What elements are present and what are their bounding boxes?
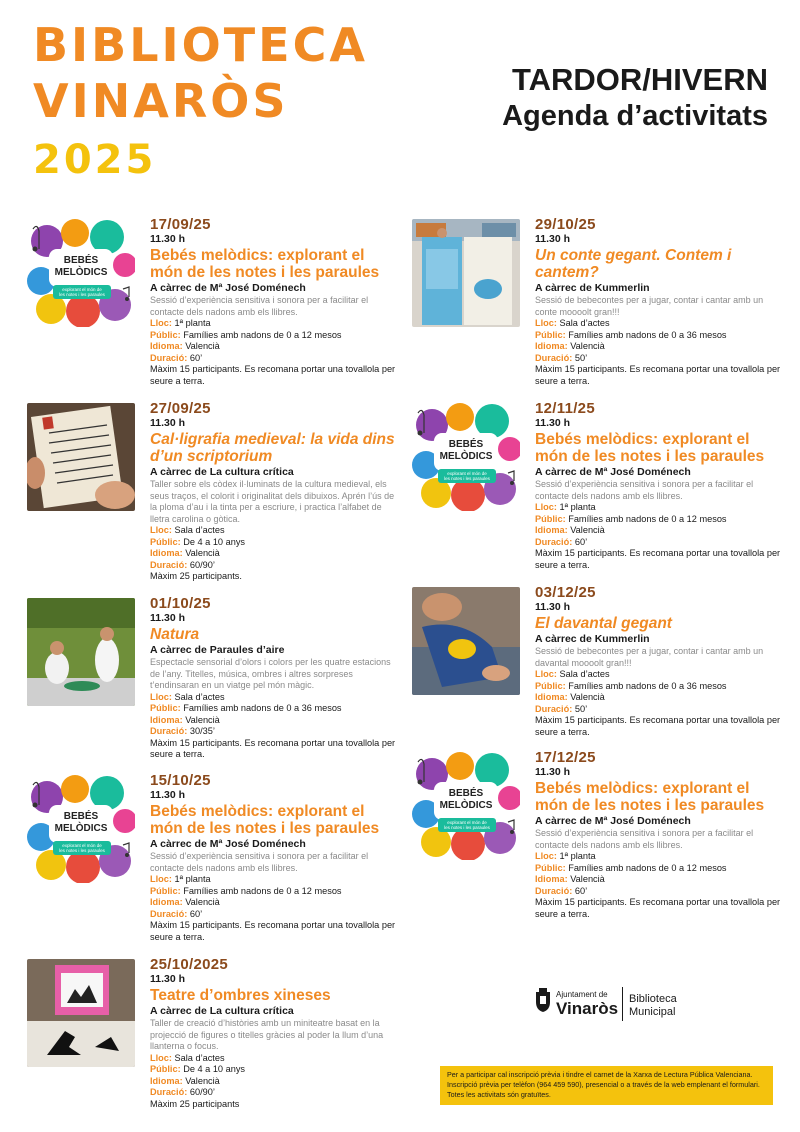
duration-label: Duració: xyxy=(535,885,573,896)
event-info xyxy=(150,956,400,1110)
event-time: 11.30 h xyxy=(535,766,571,778)
event-time: 11.30 h xyxy=(150,417,186,429)
event-language xyxy=(535,874,785,886)
event-date: 03/12/25 xyxy=(535,584,596,601)
duration-label: Duració: xyxy=(150,726,188,736)
thumb-text: explorant el món de xyxy=(447,820,487,825)
language-label: Idioma: xyxy=(535,525,568,535)
event-info xyxy=(535,216,785,387)
place-label: Lloc: xyxy=(150,525,172,535)
event-card xyxy=(412,749,787,924)
season-title: TARDOR/HIVERN xyxy=(511,62,768,97)
city-name: Vinaròs xyxy=(556,999,619,1018)
language-value: Valencià xyxy=(570,341,605,351)
thumb-text: BEBÉS xyxy=(63,811,99,822)
event-note: Màxim 15 participants. Es recomana portar una tovallola per seure a terra. xyxy=(535,364,781,386)
event-title: Un conte gegant. Contem i cantem? xyxy=(535,247,732,281)
thumb-text: BEBÉS xyxy=(448,788,484,799)
registration-line: Totes les activitats són gratuïtes. xyxy=(447,1090,551,1099)
thumb-text: les notes i les paraules xyxy=(59,292,105,297)
audience-value: De 4 a 10 anys xyxy=(183,1064,246,1074)
event-time: 11.30 h xyxy=(535,233,571,245)
place-label: Lloc: xyxy=(150,691,172,702)
language-value: Valencià xyxy=(185,897,220,907)
event-duration xyxy=(150,1087,400,1099)
place-label: Lloc: xyxy=(150,874,172,884)
duration-value: 50’ xyxy=(574,352,588,363)
event-language xyxy=(150,897,400,909)
event-language xyxy=(150,715,400,727)
header-title-line1: BIBLIOTECA xyxy=(33,18,368,72)
event-host: A càrrec de Kummerlin xyxy=(535,282,650,294)
header-title-line2: VINARÒS xyxy=(33,74,289,128)
event-host: A càrrec de Mª José Doménech xyxy=(150,838,306,850)
event-audience xyxy=(535,514,785,526)
event-title: Natura xyxy=(150,626,200,643)
event-place xyxy=(150,318,400,330)
event-note: Màxim 15 participants. Es recomana portar una tovallola per seure a terra. xyxy=(535,897,781,919)
event-title: Teatre d’ombres xineses xyxy=(150,987,331,1004)
duration-value: 60/90’ xyxy=(189,559,215,570)
thumb-text: BEBÉS xyxy=(63,255,99,266)
event-description: Sessió d’experiència sensitiva i sonora per a facilitar el contacte dels nadons amb els llibres. xyxy=(535,479,754,501)
duration-value: 50’ xyxy=(574,703,588,714)
registration-line: Per a participar cal inscripció prèvia i tindre el carnet de la Xarxa de Lectura Pública Valenciana. xyxy=(447,1070,753,1079)
language-value: Valencià xyxy=(185,714,220,725)
thumb-text: MELÒDICS xyxy=(439,451,493,462)
place-label: Lloc: xyxy=(535,318,557,328)
thumb-text: les notes i les paraules xyxy=(444,825,490,830)
event-language xyxy=(535,525,785,537)
crest-icon xyxy=(534,988,552,1012)
event-description: Taller de creació d’històries amb un miniteatre basat en la projecció de figures o titelles gràcies al poder la llum d’una llanterna o focus. xyxy=(150,1018,384,1051)
bebes-melodics-image xyxy=(27,219,135,327)
event-duration xyxy=(150,909,400,921)
language-label: Idioma: xyxy=(150,341,183,351)
event-info xyxy=(150,400,400,583)
event-note: Màxim 15 participants. Es recomana portar una tovallola per seure a terra. xyxy=(535,715,781,737)
language-value: Valencià xyxy=(185,1075,220,1086)
place-value: 1ª planta xyxy=(559,502,596,512)
duration-value: 30/35’ xyxy=(189,726,215,736)
event-date: 12/11/25 xyxy=(535,400,595,417)
event-audience xyxy=(150,330,400,342)
event-note: Màxim 15 participants. Es recomana portar una tovallola per seure a terra. xyxy=(150,364,396,386)
event-audience xyxy=(535,330,785,342)
language-label: Idioma: xyxy=(535,341,568,351)
event-card xyxy=(412,584,787,744)
audience-label: Públic: xyxy=(535,513,566,524)
audience-value: Famílies amb nadons de 0 a 12 mesos xyxy=(183,329,342,340)
event-card xyxy=(27,595,402,765)
event-language xyxy=(535,341,785,353)
event-time: 11.30 h xyxy=(150,612,186,624)
audience-value: Famílies amb nadons de 0 a 12 mesos xyxy=(183,885,342,896)
event-time: 11.30 h xyxy=(150,973,186,985)
audience-label: Públic: xyxy=(150,1064,181,1074)
duration-value: 60’ xyxy=(189,352,203,363)
event-card xyxy=(27,956,402,1121)
registration-info-box xyxy=(440,1066,773,1105)
event-description: Taller sobre els còdex il·luminats de la cultura medieval, els seus traços, el colorit i originalitat dels dibuixos. Aprén l’ús de la ploma d’au i la tinta per a escriure, i practica l’alfabet de lletra carolina o gòtica. xyxy=(150,479,395,524)
audience-value: Famílies amb nadons de 0 a 12 mesos xyxy=(568,862,727,873)
event-duration xyxy=(535,886,785,898)
event-info xyxy=(150,772,400,943)
thumb-text: les notes i les paraules xyxy=(59,848,105,853)
event-duration xyxy=(535,537,785,549)
event-place xyxy=(535,851,785,863)
audience-label: Públic: xyxy=(150,703,181,713)
duration-value: 60’ xyxy=(574,885,588,896)
event-title: Bebés melòdics: explorant el món de les notes i les paraules xyxy=(535,431,765,465)
biblioteca-line1: Biblioteca xyxy=(629,993,677,1005)
language-value: Valencià xyxy=(570,692,605,702)
event-description: Sessió d’experiència sensitiva i sonora per a facilitar el contacte dels nadons amb els llibres. xyxy=(150,295,369,317)
event-title: Bebés melòdics: explorant el món de les notes i les paraules xyxy=(150,247,380,281)
event-language xyxy=(150,341,400,353)
calligraphy-photo xyxy=(27,403,135,511)
event-time: 11.30 h xyxy=(150,233,186,245)
event-language xyxy=(535,692,785,704)
event-info xyxy=(535,400,785,571)
event-place xyxy=(535,318,785,330)
place-label: Lloc: xyxy=(535,669,557,679)
duration-label: Duració: xyxy=(535,703,573,714)
header-right xyxy=(502,62,768,134)
event-time: 11.30 h xyxy=(150,789,186,801)
header-year: 2025 xyxy=(33,137,157,183)
event-place xyxy=(150,874,400,886)
event-note: Màxim 15 participants. Es recomana portar una tovallola per seure a terra. xyxy=(150,920,396,942)
place-label: Lloc: xyxy=(150,1052,172,1063)
event-host: A càrrec de La cultura crítica xyxy=(150,1005,294,1017)
event-date: 29/10/25 xyxy=(535,216,596,233)
registration-line: Inscripció prèvia per telèfon (964 459 590), presencial o a través de la web emplenant el formulari. xyxy=(447,1080,760,1089)
duration-label: Duració: xyxy=(535,352,573,363)
duration-value: 60/90’ xyxy=(189,1087,215,1097)
event-place xyxy=(535,502,785,514)
language-value: Valencià xyxy=(185,548,220,558)
place-label: Lloc: xyxy=(535,502,557,512)
language-value: Valencià xyxy=(570,525,605,535)
event-audience xyxy=(150,703,400,715)
event-date: 27/09/25 xyxy=(150,400,211,417)
thumb-text: les notes i les paraules xyxy=(444,476,490,481)
place-label: Lloc: xyxy=(535,851,557,861)
duration-value: 60’ xyxy=(574,536,588,547)
language-label: Idioma: xyxy=(150,1075,183,1086)
event-title: Bebés melòdics: explorant el món de les notes i les paraules xyxy=(150,803,380,837)
place-value: Sala d’actes xyxy=(174,691,225,702)
place-value: 1ª planta xyxy=(174,318,211,328)
event-description: Sessió de bebecontes per a jugar, contar i cantar amb un davantal moooolt gran!!! xyxy=(535,646,764,668)
event-title: El davantal gegant xyxy=(535,615,672,632)
ajuntament-label: Ajuntament de xyxy=(556,990,608,999)
event-time: 11.30 h xyxy=(535,417,571,429)
event-duration xyxy=(535,704,785,716)
duration-label: Duració: xyxy=(535,536,573,547)
event-duration xyxy=(150,560,400,572)
thumb-text: MELÒDICS xyxy=(54,267,108,278)
event-audience xyxy=(150,1064,400,1076)
thumb-text: MELÒDICS xyxy=(439,800,493,811)
place-label: Lloc: xyxy=(150,318,172,328)
language-value: Valencià xyxy=(185,341,220,351)
event-card xyxy=(27,772,402,947)
language-value: Valencià xyxy=(570,874,605,884)
event-info xyxy=(535,749,785,920)
event-info xyxy=(150,216,400,387)
event-audience xyxy=(535,681,785,693)
event-date: 15/10/25 xyxy=(150,772,211,789)
giant-book-photo xyxy=(412,219,520,327)
duration-label: Duració: xyxy=(150,559,188,570)
event-duration xyxy=(535,353,785,365)
audience-value: Famílies amb nadons de 0 a 36 mesos xyxy=(183,703,342,713)
event-description: Espectacle sensorial d’olors i colors per les quatre estacions de l’any. Titelles, música, ombres i altres sorpreses t’endinsaran en un viatge pel món màgic. xyxy=(150,657,391,690)
thumb-text: explorant el món de xyxy=(62,843,102,848)
event-date: 17/09/25 xyxy=(150,216,211,233)
ajuntament-logo xyxy=(534,985,734,1025)
duration-label: Duració: xyxy=(150,352,188,363)
event-place xyxy=(150,692,400,704)
apron-photo xyxy=(412,587,520,695)
language-label: Idioma: xyxy=(150,548,183,558)
event-description: Sessió d’experiència sensitiva i sonora per a facilitar el contacte dels nadons amb els llibres. xyxy=(150,851,369,873)
place-value: Sala d’actes xyxy=(174,1052,225,1063)
place-value: Sala d’actes xyxy=(559,318,610,328)
event-card xyxy=(412,400,787,575)
bebes-melodics-image xyxy=(412,752,520,860)
audience-label: Públic: xyxy=(150,329,181,340)
event-audience xyxy=(535,863,785,875)
agenda-subtitle: Agenda d’activitats xyxy=(502,100,768,132)
thumb-text: explorant el món de xyxy=(62,287,102,292)
event-note: Màxim 25 participants. xyxy=(150,571,242,581)
duration-value: 60’ xyxy=(189,908,203,919)
audience-value: Famílies amb nadons de 0 a 36 mesos xyxy=(568,680,727,691)
event-info xyxy=(150,595,400,761)
event-audience xyxy=(150,537,400,549)
audience-label: Públic: xyxy=(535,329,566,340)
language-label: Idioma: xyxy=(535,874,568,884)
event-date: 25/10/2025 xyxy=(150,956,229,973)
language-label: Idioma: xyxy=(150,897,183,907)
event-description: Sessió d’experiència sensitiva i sonora per a facilitar el contacte dels nadons amb els llibres. xyxy=(535,828,754,850)
event-host: A càrrec de Paraules d’aire xyxy=(150,644,285,656)
biblioteca-line2: Municipal xyxy=(629,1006,676,1018)
duration-label: Duració: xyxy=(150,1087,188,1097)
place-value: Sala d’actes xyxy=(559,669,610,679)
event-place xyxy=(535,669,785,681)
event-time: 11.30 h xyxy=(535,601,571,613)
audience-value: Famílies amb nadons de 0 a 12 mesos xyxy=(568,513,727,524)
bebes-melodics-image xyxy=(27,775,135,883)
event-language xyxy=(150,1076,400,1088)
event-duration xyxy=(150,726,400,738)
language-label: Idioma: xyxy=(150,714,183,725)
event-date: 01/10/25 xyxy=(150,595,211,612)
event-host: A càrrec de Mª José Doménech xyxy=(535,466,691,478)
thumb-text: explorant el món de xyxy=(447,471,487,476)
event-audience xyxy=(150,886,400,898)
audience-value: De 4 a 10 anys xyxy=(183,536,246,547)
event-place xyxy=(150,1053,400,1065)
event-host: A càrrec de Kummerlin xyxy=(535,633,650,645)
event-host: A càrrec de La cultura crítica xyxy=(150,466,294,478)
event-title: Bebés melòdics: explorant el món de les notes i les paraules xyxy=(535,780,765,814)
audience-label: Públic: xyxy=(535,680,566,691)
event-note: Màxim 25 participants xyxy=(150,1098,240,1109)
language-label: Idioma: xyxy=(535,692,568,702)
shadow-theatre-photo xyxy=(27,959,135,1067)
audience-label: Públic: xyxy=(150,885,181,896)
event-duration xyxy=(150,353,400,365)
event-info xyxy=(535,584,785,738)
event-language xyxy=(150,548,400,560)
thumb-text: BEBÉS xyxy=(448,439,484,450)
event-host: A càrrec de Mª José Doménech xyxy=(535,815,691,827)
audience-value: Famílies amb nadons de 0 a 36 mesos xyxy=(568,329,727,340)
event-date: 17/12/25 xyxy=(535,749,596,766)
event-note: Màxim 15 participants. Es recomana portar una tovallola per seure a terra. xyxy=(535,548,781,570)
event-title: Cal·ligrafia medieval: la vida dins d’un scriptorium xyxy=(150,431,395,465)
logo-divider xyxy=(622,987,623,1021)
event-card xyxy=(27,400,402,585)
event-description: Sessió de bebecontes per a jugar, contar i cantar amb un conte moooolt gran!!! xyxy=(535,295,764,317)
duration-label: Duració: xyxy=(150,908,188,919)
event-note: Màxim 15 participants. Es recomana portar una tovallola per seure a terra. xyxy=(150,737,396,759)
natura-photo xyxy=(27,598,135,706)
place-value: 1ª planta xyxy=(559,851,596,861)
event-host: A càrrec de Mª José Doménech xyxy=(150,282,306,294)
audience-label: Públic: xyxy=(150,536,181,547)
event-card xyxy=(27,216,402,386)
place-value: 1ª planta xyxy=(174,874,211,884)
place-value: Sala d’actes xyxy=(174,525,225,535)
biblioteca-label xyxy=(629,993,677,1019)
event-place xyxy=(150,525,400,537)
audience-label: Públic: xyxy=(535,862,566,873)
event-card xyxy=(412,216,787,386)
thumb-text: MELÒDICS xyxy=(54,823,108,834)
bebes-melodics-image xyxy=(412,403,520,511)
